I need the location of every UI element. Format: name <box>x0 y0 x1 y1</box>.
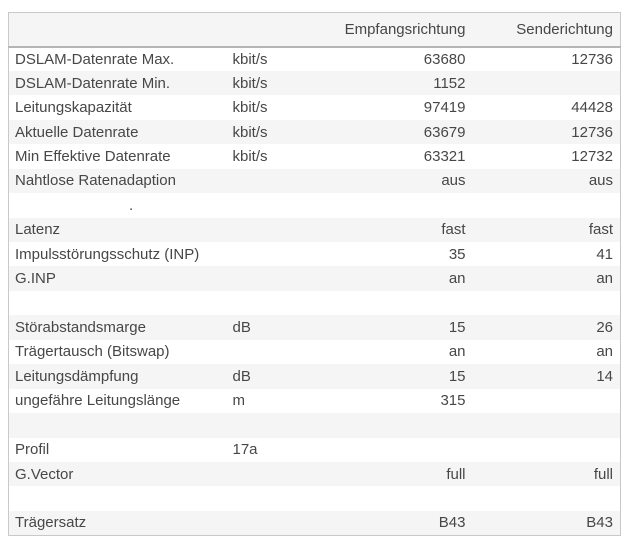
table-row <box>9 47 621 71</box>
row-label: Aktuelle Datenrate <box>15 123 139 141</box>
row-label <box>9 413 227 437</box>
row-label: Nahtlose Ratenadaption <box>15 172 176 190</box>
row-value-send <box>473 486 621 510</box>
row-label: Leitungskapazität <box>15 99 132 117</box>
row-label: Profil <box>15 441 50 459</box>
table-row <box>9 315 621 339</box>
row-value-send: 26 <box>596 319 613 337</box>
table-header <box>9 13 621 47</box>
row-value-send: an <box>596 343 613 361</box>
table-row <box>9 389 621 413</box>
row-value-send: fast <box>588 221 613 239</box>
header-receive-direction: Empfangsrichtung <box>337 13 473 47</box>
row-unit <box>227 218 337 242</box>
table-row <box>9 71 621 95</box>
row-value-receive <box>337 486 473 510</box>
row-value-receive: aus <box>441 172 466 190</box>
row-value-send <box>473 438 621 462</box>
row-unit <box>227 291 337 315</box>
row-unit: kbit/s <box>232 99 268 117</box>
table-body <box>9 47 621 536</box>
row-value-send: 44428 <box>571 99 613 117</box>
row-label: Störabstandsmarge <box>15 319 146 337</box>
table-row <box>9 438 621 462</box>
row-value-send: an <box>596 270 613 288</box>
row-unit: dB <box>232 367 251 385</box>
row-label: Impulsstörungsschutz (INP) <box>15 245 200 263</box>
row-label: Trägersatz <box>15 514 87 532</box>
row-value-send: 14 <box>596 367 613 385</box>
row-value-receive: 315 <box>440 392 466 410</box>
table-row <box>9 462 621 486</box>
row-value-send <box>473 389 621 413</box>
row-unit <box>227 193 337 217</box>
row-value-send: full <box>593 465 613 483</box>
row-value-receive: an <box>448 270 466 288</box>
row-unit: kbit/s <box>232 50 268 68</box>
row-value-receive: 97419 <box>423 99 466 117</box>
row-value-receive <box>337 291 473 315</box>
row-value-receive: B43 <box>438 514 466 532</box>
row-label: Leitungsdämpfung <box>15 367 139 385</box>
header-label-column <box>9 13 227 47</box>
row-value-receive <box>337 193 473 217</box>
table-row <box>9 266 621 290</box>
spacer-row <box>9 486 621 510</box>
row-value-send: B43 <box>586 514 613 532</box>
row-label <box>9 486 227 510</box>
row-value-send <box>473 71 621 95</box>
row-value-receive: 35 <box>448 245 466 263</box>
row-unit <box>227 462 337 486</box>
row-unit <box>227 266 337 290</box>
row-value-receive: 15 <box>448 319 466 337</box>
row-unit: kbit/s <box>232 147 268 165</box>
row-unit: 17a <box>232 441 258 459</box>
row-value-receive: fast <box>441 221 466 239</box>
row-value-send: 12736 <box>571 50 613 68</box>
row-value-send <box>473 291 621 315</box>
row-unit: kbit/s <box>232 123 268 141</box>
row-label: Latenz <box>15 221 61 239</box>
row-unit <box>227 413 337 437</box>
row-label: Min Effektive Datenrate <box>15 147 171 165</box>
row-value-send <box>473 413 621 437</box>
header-unit-column <box>227 13 337 47</box>
row-unit <box>227 511 337 535</box>
spacer-row <box>9 291 621 315</box>
row-unit: dB <box>232 319 251 337</box>
row-unit <box>227 486 337 510</box>
spacer-row <box>9 413 621 437</box>
table-row <box>9 120 621 144</box>
row-unit <box>227 242 337 266</box>
row-unit <box>227 340 337 364</box>
spacer-row <box>9 193 621 217</box>
table-row <box>9 340 621 364</box>
row-value-receive <box>337 413 473 437</box>
row-unit: m <box>232 392 245 410</box>
row-value-receive <box>337 438 473 462</box>
row-value-receive: 63680 <box>423 50 466 68</box>
row-value-send <box>473 193 621 217</box>
row-value-receive: 15 <box>448 367 466 385</box>
row-label: Trägertausch (Bitswap) <box>15 343 170 361</box>
row-label: ungefähre Leitungslänge <box>15 392 181 410</box>
row-value-send: 12736 <box>571 123 613 141</box>
row-value-receive: 63679 <box>423 123 466 141</box>
row-label: DSLAM-Datenrate Min. <box>15 74 171 92</box>
row-value-send: 12732 <box>571 147 613 165</box>
dsl-info-table <box>8 12 621 536</box>
table-row <box>9 511 621 535</box>
row-label <box>9 291 227 315</box>
table-row <box>9 364 621 388</box>
table-row <box>9 95 621 119</box>
row-value-receive: an <box>448 343 466 361</box>
row-value-receive: 63321 <box>423 147 466 165</box>
row-label: G.Vector <box>15 465 74 483</box>
row-value-receive: 1152 <box>433 74 466 92</box>
row-label: . <box>129 196 134 214</box>
row-value-send: 41 <box>596 245 613 263</box>
table-row <box>9 169 621 193</box>
row-value-send: aus <box>588 172 613 190</box>
header-row <box>9 13 621 47</box>
row-label: DSLAM-Datenrate Max. <box>15 50 175 68</box>
row-value-receive: full <box>446 465 466 483</box>
row-label: G.INP <box>15 270 56 288</box>
row-unit: kbit/s <box>232 74 268 92</box>
table-row <box>9 218 621 242</box>
table-row <box>9 242 621 266</box>
header-send-direction: Senderichtung <box>473 13 621 47</box>
table-row <box>9 144 621 168</box>
row-unit <box>227 169 337 193</box>
